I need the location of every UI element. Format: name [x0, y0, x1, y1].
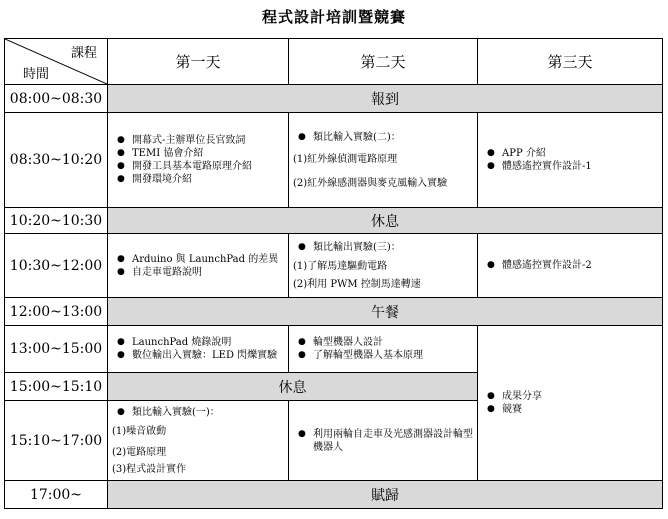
day1-late-afternoon-cell	[108, 401, 289, 481]
sub-item: (1)了解馬達驅動電路	[293, 260, 388, 272]
sub-item: (2)電路原理	[112, 446, 167, 458]
corner-label-time: 時間	[23, 67, 50, 82]
list-item: ● 數位輸出入實驗：LED 閃爍實驗	[132, 349, 288, 362]
break-cell: 休息	[108, 373, 478, 401]
header-row	[5, 39, 663, 85]
day1-header: 第一天	[108, 39, 289, 85]
sub-item: (2)紅外線感測器與麥克風輸入實驗	[293, 177, 448, 189]
time-cell: 10:20~10:30	[5, 208, 108, 234]
list-item: ● APP 介紹	[502, 147, 662, 160]
list-item: ● 開幕式-主辦單位長官致詞	[132, 134, 288, 147]
checkin-cell: 報到	[108, 85, 663, 113]
list-item: ● 成果分享	[502, 390, 662, 403]
row-break-1	[5, 208, 663, 234]
list-item: ● TEMI 協會介紹	[132, 147, 288, 160]
list-item: ● LaunchPad 燒錄說明	[132, 336, 288, 349]
list-item: ● 類比輸入實驗(一)：	[132, 406, 288, 419]
list-item: ● 自走車電路說明	[132, 266, 288, 279]
list-item: ● 利用兩輪自走車及光感測器設計輪型機器人	[313, 428, 477, 454]
time-cell: 08:30~10:20	[5, 113, 108, 208]
day1-late-morning-cell	[108, 234, 289, 298]
list-item: ● 體感遙控實作設計-1	[502, 160, 662, 173]
time-cell: 12:00~13:00	[5, 298, 108, 326]
row-morning-1	[5, 113, 663, 208]
row-lunch	[5, 298, 663, 326]
list-item: ● Arduino 與 LaunchPad 的差異	[132, 253, 288, 266]
day3-header: 第三天	[478, 39, 663, 85]
time-cell: 15:10~17:00	[5, 401, 108, 481]
break-cell: 休息	[108, 208, 663, 234]
page-title: 程式設計培訓暨競賽	[261, 8, 406, 26]
day2-afternoon-cell	[289, 326, 478, 373]
time-cell: 10:30~12:00	[5, 234, 108, 298]
day2-morning-cell	[289, 113, 478, 208]
corner-label-course: 課程	[70, 46, 97, 61]
sub-item: (3)程式設計實作	[112, 463, 187, 475]
day3-late-morning-cell	[478, 234, 663, 298]
time-cell: 15:00~15:10	[5, 373, 108, 401]
time-cell: 08:00~08:30	[5, 85, 108, 113]
day2-header: 第二天	[289, 39, 478, 85]
day3-morning-cell	[478, 113, 663, 208]
lunch-cell: 午餐	[108, 298, 663, 326]
list-item: ● 了解輪型機器人基本原理	[313, 349, 477, 362]
sub-item: (2)利用 PWM 控制馬達轉速	[293, 278, 421, 290]
schedule-table	[4, 38, 663, 509]
time-cell: 13:00~15:00	[5, 326, 108, 373]
list-item: ● 開發工具基本電路原理介紹	[132, 160, 288, 173]
day1-afternoon-cell	[108, 326, 289, 373]
row-afternoon-1	[5, 326, 663, 373]
day3-afternoon-cell	[478, 326, 663, 481]
list-item: ● 類比輸入實驗(二)：	[313, 131, 477, 144]
time-cell: 17:00~	[5, 481, 108, 509]
list-item: ● 體感遙控實作設計-2	[502, 259, 662, 272]
sub-item: (1)紅外線偵測電路原理	[293, 153, 398, 165]
day2-late-afternoon-cell	[289, 401, 478, 481]
sub-item: (1)噪音啟動	[112, 425, 167, 437]
dismissal-cell: 賦歸	[108, 481, 663, 509]
day2-late-morning-cell	[289, 234, 478, 298]
corner-header-cell	[5, 39, 108, 85]
list-item: ● 開發環境介紹	[132, 173, 288, 186]
list-item: ● 輪型機器人設計	[313, 336, 477, 349]
row-checkin	[5, 85, 663, 113]
list-item: ● 競賽	[502, 403, 662, 416]
row-dismissal	[5, 481, 663, 509]
list-item: ● 類比輸出實驗(三)：	[313, 241, 477, 254]
day1-morning-cell	[108, 113, 289, 208]
row-morning-2	[5, 234, 663, 298]
